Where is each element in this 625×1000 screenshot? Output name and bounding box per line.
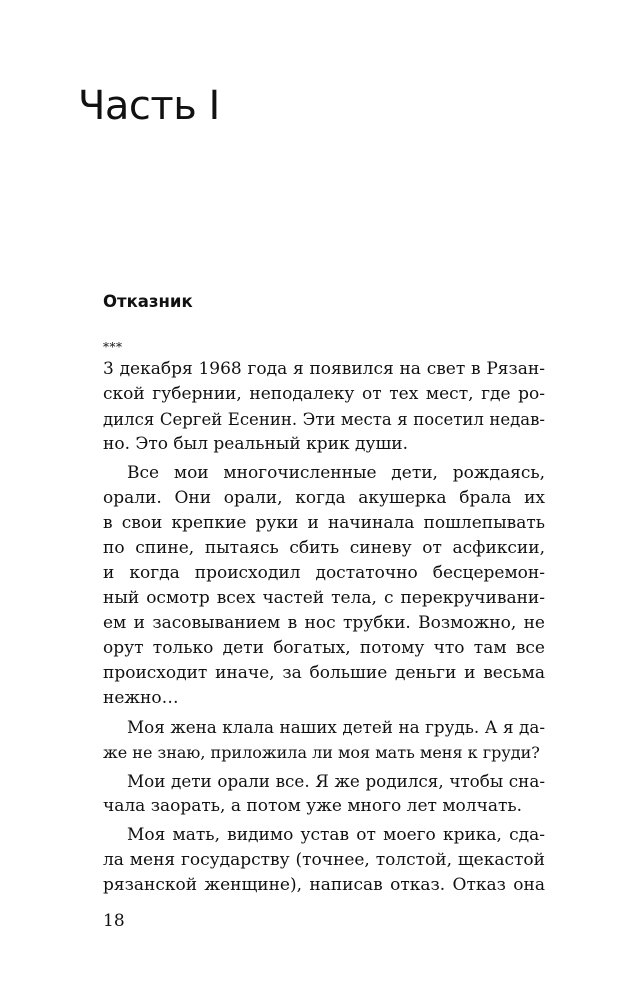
chapter-title: Отказник bbox=[103, 292, 193, 311]
body-text bbox=[103, 357, 545, 898]
text-line: дился Сергей Есенин. Эти места я посетил недав- bbox=[103, 410, 545, 429]
text-line: по спине, пытаясь сбить синеву от асфиксии, bbox=[103, 538, 545, 558]
text-line: ный осмотр всех частей тела, с перекручивани- bbox=[103, 588, 545, 608]
text-line: Моя мать, видимо устав от моего крика, сда- bbox=[127, 825, 545, 845]
text-line: но. Это был реальный крик души. bbox=[103, 434, 408, 454]
text-line: ла меня государству (точнее, толстой, щекастой bbox=[103, 850, 545, 870]
text-line: орут только дети богатых, потому что там все bbox=[103, 638, 545, 658]
part-title: Часть I bbox=[78, 83, 220, 129]
text-line: чала заорать, а потом уже много лет молчать. bbox=[103, 796, 523, 816]
paragraph bbox=[103, 715, 545, 765]
paragraph bbox=[103, 823, 545, 898]
text-line: орали. Они орали, когда акушерка брала их bbox=[103, 488, 545, 508]
paragraph bbox=[103, 769, 545, 819]
paragraph bbox=[103, 357, 545, 457]
text-line: происходит иначе, за большие деньги и весьма bbox=[103, 663, 545, 683]
text-line: и когда происходил достаточно бесцеремон- bbox=[103, 563, 545, 583]
text-line: же не знаю, приложила ли моя мать меня к груди? bbox=[103, 743, 540, 762]
section-separator: *** bbox=[103, 340, 123, 354]
text-line: 3 декабря 1968 года я появился на свет в Рязан- bbox=[103, 359, 545, 379]
text-line: ской губернии, неподалеку от тех мест, где ро- bbox=[103, 384, 545, 404]
text-line: в свои крепкие руки и начинала пошлепывать bbox=[103, 513, 545, 533]
text-line: Моя жена клала наших детей на грудь. А я да- bbox=[127, 717, 545, 737]
text-line: ем и засовыванием в нос трубки. Возможно, не bbox=[103, 613, 545, 633]
paragraph bbox=[103, 461, 545, 711]
text-line: нежно… bbox=[103, 688, 179, 708]
text-line: рязанской женщине), написав отказ. Отказ она bbox=[103, 875, 545, 895]
page-number: 18 bbox=[103, 911, 125, 931]
text-line: Все мои многочисленные дети, рождаясь, bbox=[127, 463, 545, 483]
text-line: Мои дети орали все. Я же родился, чтобы сна- bbox=[127, 771, 545, 791]
